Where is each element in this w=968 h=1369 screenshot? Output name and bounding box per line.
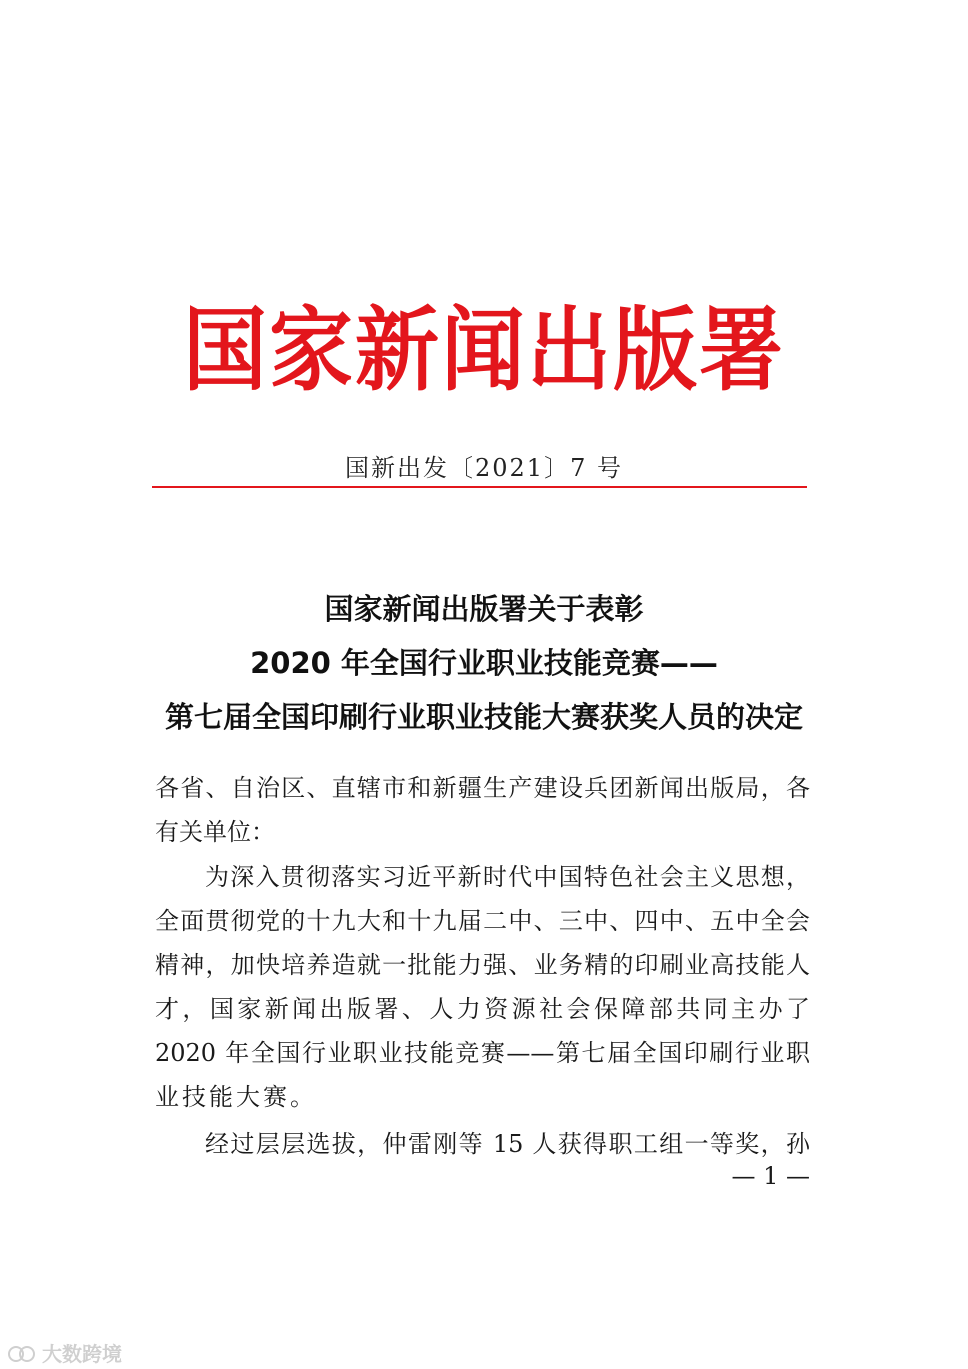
body-line-4: 全面贯彻党的十九大和十九届二中、三中、四中、五中全会 xyxy=(155,907,810,935)
body-line-1: 各省、自治区、直辖市和新疆生产建设兵团新闻出版局，各 xyxy=(155,774,810,802)
body-line-8: 业技能大赛。 xyxy=(155,1083,317,1111)
watermark xyxy=(8,1338,122,1367)
link-icon xyxy=(8,1343,38,1363)
body-line-2: 有关单位： xyxy=(155,818,275,846)
body-line-6: 才，国家新闻出版署、人力资源社会保障部共同主办了 xyxy=(155,995,810,1023)
body-line-9: 经过层层选拔，仲雷刚等 15 人获得职工组一等奖，孙 xyxy=(205,1130,810,1158)
body-line-5: 精神，加快培养造就一批能力强、业务精的印刷业高技能人 xyxy=(155,951,810,979)
body-line-7: 2020 年全国行业职业技能竞赛——第七届全国印刷行业职 xyxy=(155,1039,810,1067)
document-number: 国新出发〔2021〕7 号 xyxy=(345,454,623,482)
title-line-2: 2020 年全国行业职业技能竞赛—— xyxy=(250,646,718,680)
title-line-1: 国家新闻出版署关于表彰 xyxy=(324,592,644,626)
watermark-text: 大数跨境 xyxy=(42,1342,122,1366)
masthead-title: 国家新闻出版署 xyxy=(182,297,785,403)
page-number: — 1 — xyxy=(731,1162,810,1190)
body-line-3: 为深入贯彻落实习近平新时代中国特色社会主义思想， xyxy=(205,863,810,891)
title-line-3: 第七届全国印刷行业职业技能大赛获奖人员的决定 xyxy=(164,700,803,734)
red-divider-line xyxy=(152,486,807,488)
